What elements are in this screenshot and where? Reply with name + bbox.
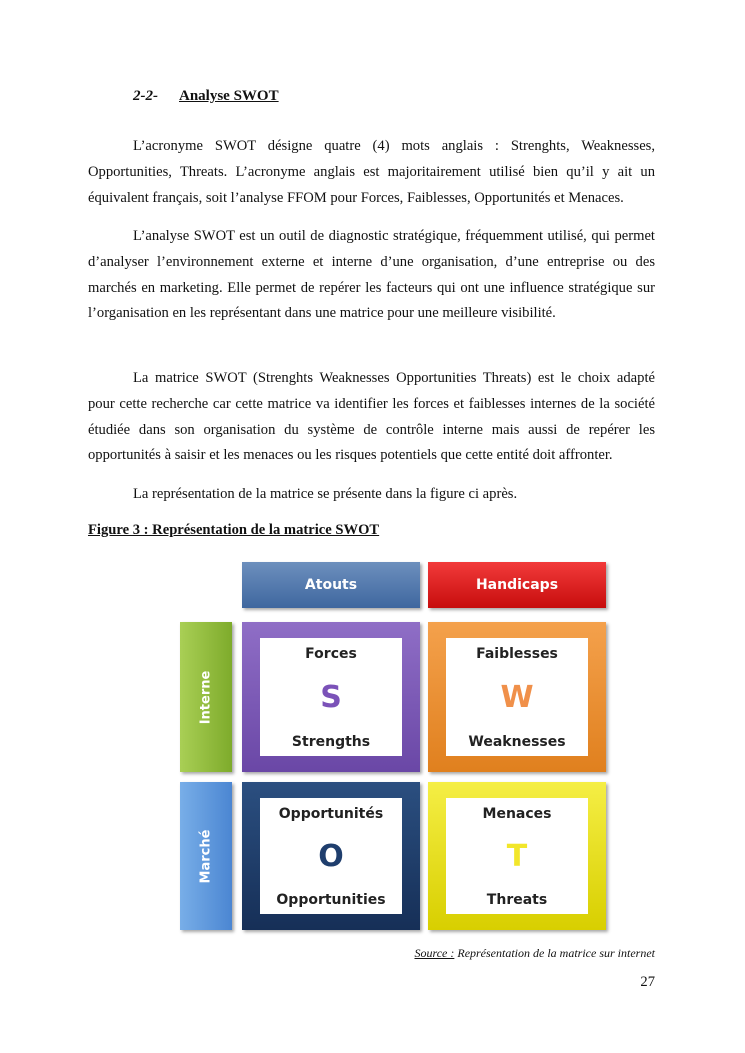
quadrant-strengths-fr: Forces [305, 646, 357, 662]
section-heading [133, 88, 279, 105]
quadrant-threats [428, 782, 606, 930]
side-label-interne [180, 622, 232, 772]
quadrant-threats-fr: Menaces [482, 806, 552, 822]
quadrant-weaknesses-fr: Faiblesses [476, 646, 558, 662]
figure-caption: Figure 3 : Représentation de la matrice SWOT [88, 522, 380, 538]
section-title: Analyse SWOT [179, 88, 279, 104]
paragraph-1: L’acronyme SWOT désigne quatre (4) mots anglais : Strenghts, Weaknesses, Opportunities, Threats. L’acronyme anglais est majoritairement utilisé bien qu’il y ait un équivalent français, soit l’analyse FFOM pour Forces, Faiblesses, Opportunités et Menaces. [88, 138, 655, 206]
quadrant-strengths-panel [260, 638, 402, 756]
header-handicaps: Handicaps [428, 562, 606, 608]
quadrant-weaknesses-panel [446, 638, 588, 756]
quadrant-strengths-en: Strengths [291, 734, 371, 750]
quadrant-threats-letter: T [506, 839, 528, 874]
paragraph-3: La matrice SWOT (Strenghts Weaknesses Opportunities Threats) est le choix adapté pour cette recherche car cette matrice va identifier les forces et faiblesses internes de la société étudiée dans son organisation du système de contrôle interne mais aussi de repérer les opportunités à saisir et les menaces ou les risques potentiels que cette entité doit affronter. [88, 370, 655, 464]
figure-source [414, 946, 655, 961]
page-number: 27 [640, 974, 655, 990]
paragraph-2: L’analyse SWOT est un outil de diagnostic stratégique, fréquemment utilisé, qui permet d’analyser l’environnement externe et interne d’une organisation, d’une entreprise ou des marchés en marketing. Elle permet de repérer les facteurs qui ont une influence stratégique sur l’organisation en les représentant dans une matrice pour une meilleure visibilité. [88, 228, 655, 322]
source-label: Source : [414, 946, 455, 960]
quadrant-threats-en: Threats [486, 892, 548, 908]
paragraph-4: La représentation de la matrice se présente dans la figure ci après. [133, 486, 518, 502]
quadrant-weaknesses-en: Weaknesses [468, 734, 566, 750]
source-text: Représentation de la matrice sur internet [457, 946, 655, 960]
quadrant-threats-panel [446, 798, 588, 914]
quadrant-strengths-letter: S [320, 680, 342, 715]
quadrant-opportunities [242, 782, 420, 930]
section-number: 2-2- [133, 88, 158, 104]
side-label-marche-text: Marché [198, 829, 214, 883]
side-label-interne-text: Interne [198, 670, 214, 724]
header-atouts: Atouts [242, 562, 420, 608]
quadrant-opportunities-panel [260, 798, 402, 914]
swot-matrix [178, 562, 608, 932]
quadrant-weaknesses-letter: W [500, 680, 534, 715]
quadrant-opportunities-fr: Opportunités [278, 806, 384, 822]
quadrant-strengths [242, 622, 420, 772]
quadrant-opportunities-en: Opportunities [276, 892, 386, 908]
quadrant-opportunities-letter: O [318, 839, 344, 874]
quadrant-weaknesses [428, 622, 606, 772]
side-label-marche [180, 782, 232, 930]
